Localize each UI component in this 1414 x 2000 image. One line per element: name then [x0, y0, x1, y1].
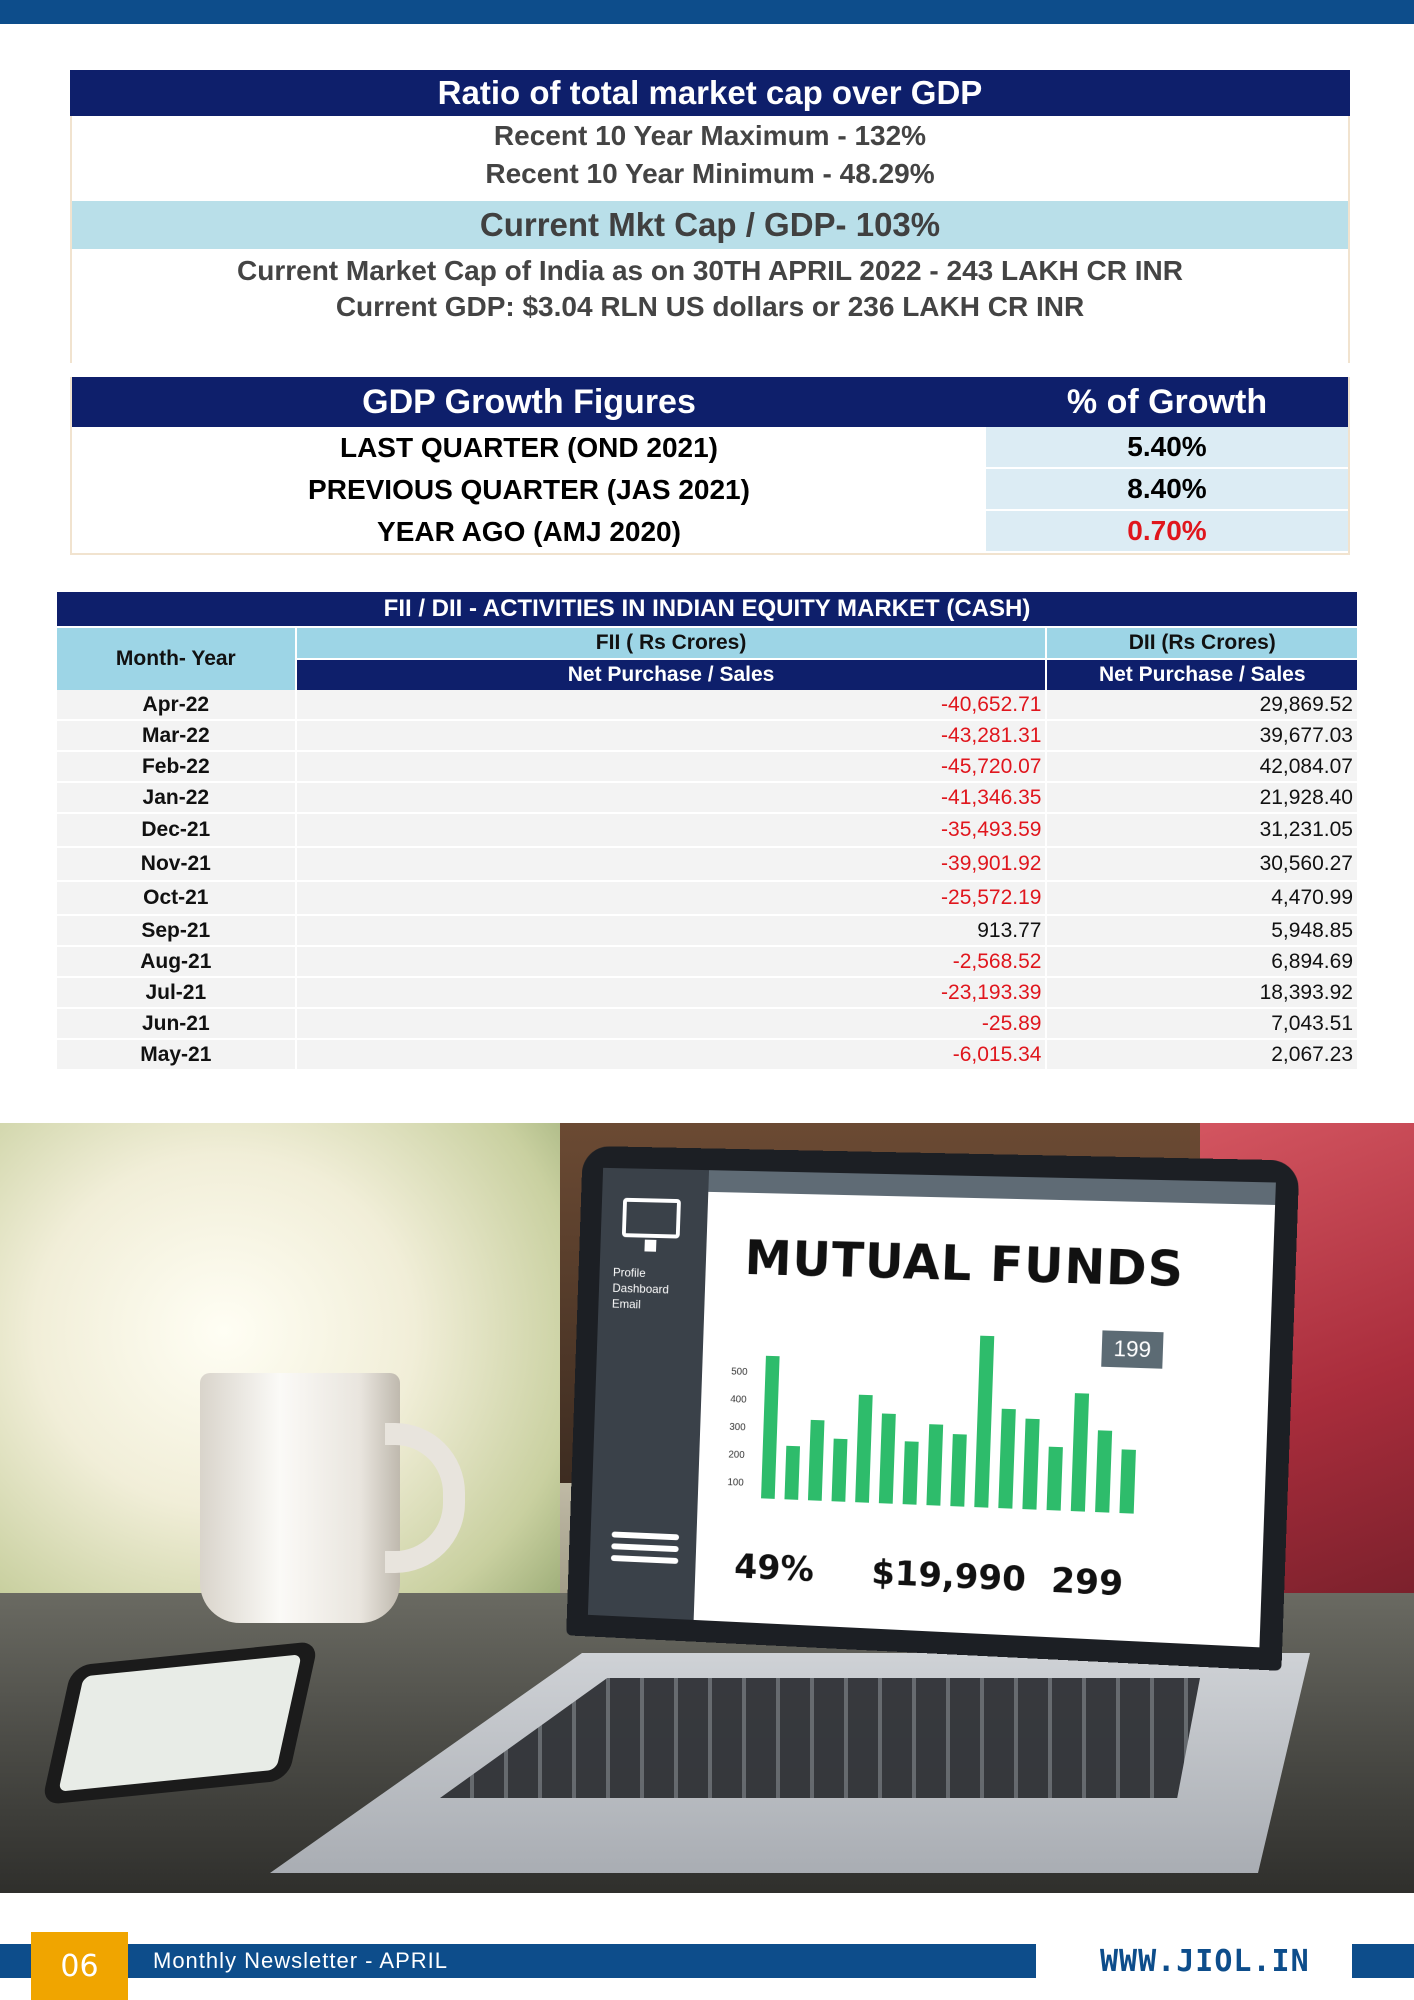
laptop — [566, 1146, 1299, 1671]
axis-tick: 400 — [730, 1394, 747, 1406]
fii-cell: -41,346.35 — [297, 783, 1046, 812]
dii-subheader: Net Purchase / Sales — [1047, 660, 1357, 690]
fii-cell: -2,568.52 — [297, 947, 1046, 976]
fii-cell: -25.89 — [297, 1009, 1046, 1038]
month-cell: Jan-22 — [57, 783, 295, 812]
screen-bar — [784, 1446, 800, 1500]
screen-bar — [1047, 1447, 1063, 1511]
table-row — [57, 752, 1357, 783]
screen-bar — [1095, 1430, 1112, 1512]
gdp-growth-table — [70, 377, 1350, 555]
top-bar — [0, 0, 1414, 24]
fii-cell: -6,015.34 — [297, 1040, 1046, 1069]
gdp-growth-row — [72, 469, 1348, 511]
footer-bar-right — [1352, 1944, 1414, 1978]
monitor-stand-icon — [644, 1240, 656, 1252]
screen-bar — [1022, 1419, 1039, 1510]
screen-bar — [903, 1441, 919, 1504]
screen-bar — [974, 1336, 994, 1508]
month-cell: Dec-21 — [57, 814, 295, 846]
screen-menu-item: Profile — [612, 1265, 646, 1280]
coffee-mug — [200, 1373, 400, 1623]
screen-topbar — [708, 1170, 1276, 1205]
screen-bar — [855, 1395, 873, 1503]
screen-bar — [808, 1420, 825, 1501]
dii-cell: 21,928.40 — [1047, 783, 1357, 812]
market-cap-title: Ratio of total market cap over GDP — [70, 70, 1350, 116]
screen-bar — [1119, 1449, 1135, 1513]
fii-subheader: Net Purchase / Sales — [297, 660, 1046, 690]
table-row — [57, 882, 1357, 916]
gdp-growth-col1-header: GDP Growth Figures — [362, 382, 696, 421]
fii-header-group — [297, 628, 1046, 690]
fii-cell: 913.77 — [297, 916, 1046, 945]
fii-dii-table — [57, 592, 1357, 1071]
table-row — [57, 916, 1357, 947]
gdp-growth-col2-header: % of Growth — [1066, 382, 1268, 421]
laptop-screen — [588, 1168, 1276, 1647]
fii-cell: -35,493.59 — [297, 814, 1046, 846]
dii-cell: 29,869.52 — [1047, 690, 1357, 719]
gdp-row-label: YEAR AGO (AMJ 2020) — [377, 516, 681, 547]
gdp-growth-row — [72, 427, 1348, 469]
screen-menu-item: Dashboard — [612, 1281, 670, 1297]
fii-header: FII ( Rs Crores) — [297, 628, 1046, 658]
table-row — [57, 721, 1357, 752]
month-year-header: Month- Year — [57, 628, 295, 690]
month-cell: Feb-22 — [57, 752, 295, 781]
dii-cell: 4,470.99 — [1047, 882, 1357, 914]
table-row — [57, 783, 1357, 814]
current-gdp: Current GDP: $3.04 RLN US dollars or 236 LAKH CR INR — [335, 291, 1085, 322]
screen-bar — [832, 1439, 848, 1502]
smartphone-screen — [58, 1654, 301, 1792]
dii-cell: 30,560.27 — [1047, 848, 1357, 880]
table-row — [57, 814, 1357, 848]
screen-badge: 199 — [1101, 1330, 1163, 1368]
gdp-row-value: 5.40% — [986, 427, 1348, 469]
current-ratio: Current Mkt Cap / GDP- 103% — [72, 201, 1348, 249]
dii-cell: 39,677.03 — [1047, 721, 1357, 750]
month-cell: Jun-21 — [57, 1009, 295, 1038]
gdp-growth-row — [72, 511, 1348, 553]
month-cell: Aug-21 — [57, 947, 295, 976]
dii-cell: 6,894.69 — [1047, 947, 1357, 976]
table-row — [57, 978, 1357, 1009]
fii-cell: -40,652.71 — [297, 690, 1046, 719]
screen-bar — [761, 1356, 780, 1499]
month-cell: Mar-22 — [57, 721, 295, 750]
table-row — [57, 1009, 1357, 1040]
axis-tick: 200 — [728, 1449, 745, 1462]
screen-bar — [998, 1409, 1016, 1509]
fii-cell: -25,572.19 — [297, 882, 1046, 914]
month-cell: Jul-21 — [57, 978, 295, 1007]
screen-stat: 49% — [733, 1546, 815, 1590]
screen-axis — [727, 1359, 748, 1498]
screen-sidebar — [588, 1168, 709, 1620]
axis-tick: 100 — [727, 1477, 744, 1489]
fii-cell: -45,720.07 — [297, 752, 1046, 781]
page-number: 06 — [31, 1932, 128, 2000]
dii-header: DII (Rs Crores) — [1047, 628, 1357, 658]
month-cell: Apr-22 — [57, 690, 295, 719]
gdp-row-label: PREVIOUS QUARTER (JAS 2021) — [308, 474, 750, 505]
screen-stat: $19,990 — [870, 1552, 1027, 1600]
ten-year-max: Recent 10 Year Maximum - 132% — [493, 120, 927, 151]
dii-cell: 5,948.85 — [1047, 916, 1357, 945]
market-cap-ratio-section — [70, 70, 1350, 363]
table-row — [57, 1040, 1357, 1071]
month-cell: Sep-21 — [57, 916, 295, 945]
month-cell: Oct-21 — [57, 882, 295, 914]
dii-header-group — [1047, 628, 1357, 690]
screen-stat: 299 — [1050, 1560, 1124, 1605]
newsletter-label: Monthly Newsletter - APRIL — [153, 1948, 448, 1973]
dii-cell: 18,393.92 — [1047, 978, 1357, 1007]
fii-cell: -23,193.39 — [297, 978, 1046, 1007]
website-link[interactable]: WWW.JIOL.IN — [1100, 1943, 1310, 1979]
axis-tick: 500 — [731, 1366, 748, 1378]
screen-bar — [950, 1434, 966, 1507]
gdp-row-value: 8.40% — [986, 469, 1348, 511]
monitor-icon — [622, 1198, 681, 1239]
fii-dii-header — [57, 628, 1357, 690]
table-row — [57, 848, 1357, 882]
table-row — [57, 947, 1357, 978]
hamburger-icon — [611, 1531, 680, 1569]
dii-cell: 42,084.07 — [1047, 752, 1357, 781]
fii-cell: -43,281.31 — [297, 721, 1046, 750]
fii-dii-title: FII / DII - ACTIVITIES IN INDIAN EQUITY MARKET (CASH) — [57, 592, 1357, 626]
gdp-row-label: LAST QUARTER (OND 2021) — [339, 432, 719, 463]
month-cell: Nov-21 — [57, 848, 295, 880]
screen-bar — [926, 1424, 943, 1506]
dii-cell: 7,043.51 — [1047, 1009, 1357, 1038]
current-market-cap: Current Market Cap of India as on 30TH APRIL 2022 - 243 LAKH CR INR — [237, 255, 1183, 286]
fii-cell: -39,901.92 — [297, 848, 1046, 880]
screen-bar — [1071, 1393, 1089, 1512]
ten-year-min: Recent 10 Year Minimum - 48.29% — [485, 158, 935, 189]
dii-cell: 31,231.05 — [1047, 814, 1357, 846]
screen-title: MUTUAL FUNDS — [743, 1230, 1185, 1299]
gdp-growth-header — [72, 377, 1348, 427]
mutual-funds-photo — [0, 1123, 1414, 1893]
gdp-row-value: 0.70% — [986, 511, 1348, 553]
month-cell: May-21 — [57, 1040, 295, 1069]
fii-dii-rows — [57, 690, 1357, 1071]
screen-menu — [612, 1264, 670, 1313]
axis-tick: 300 — [729, 1421, 746, 1434]
table-row — [57, 690, 1357, 721]
dii-cell: 2,067.23 — [1047, 1040, 1357, 1069]
screen-menu-item: Email — [611, 1296, 641, 1312]
market-cap-body — [70, 116, 1350, 363]
screen-bar — [879, 1413, 896, 1503]
